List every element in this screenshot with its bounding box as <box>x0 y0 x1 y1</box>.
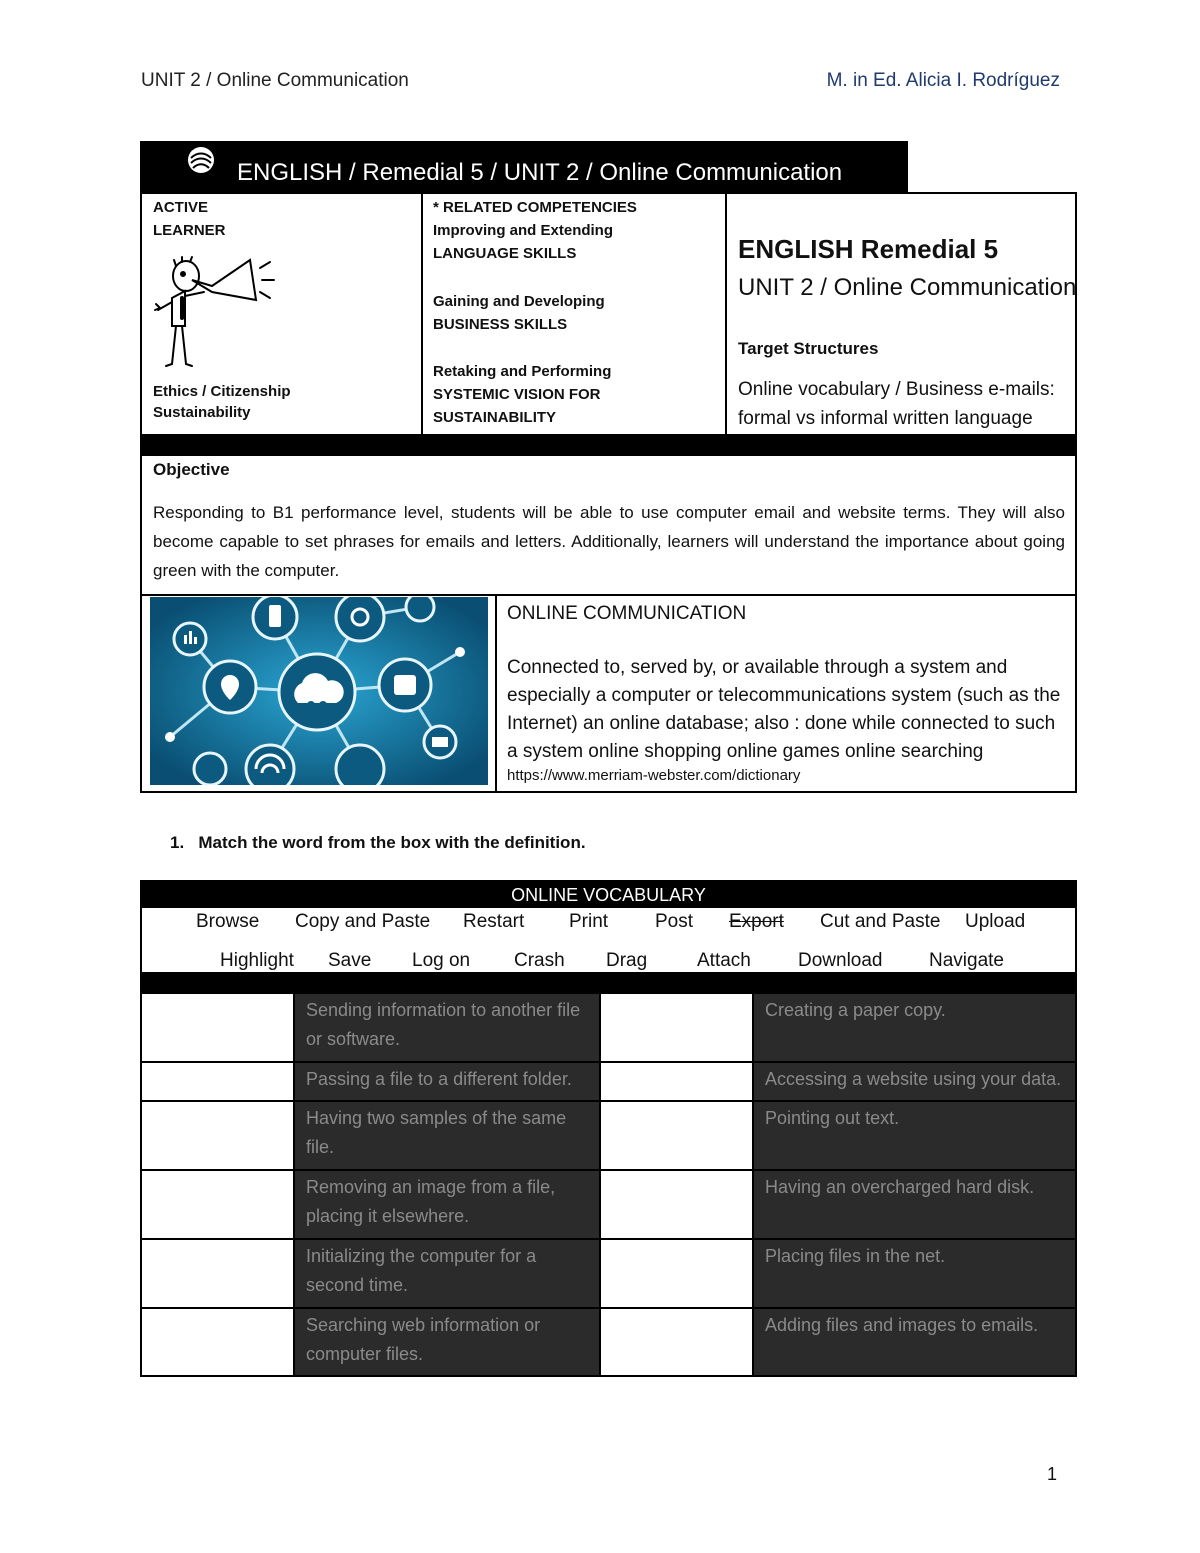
matching-table <box>140 992 1077 1377</box>
running-header-right: M. in Ed. Alicia I. Rodríguez <box>826 70 1060 91</box>
vocab-word: Highlight <box>220 950 294 971</box>
exercise-instruction: 1. Match the word from the box with the definition. <box>170 833 586 852</box>
online-communication-box <box>140 594 1077 793</box>
definition-cell: Passing a file to a different folder. <box>294 1062 600 1101</box>
table-row <box>141 1170 1076 1239</box>
definition-cell: Having an overcharged hard disk. <box>753 1170 1076 1239</box>
definition-cell: Having two samples of the same file. <box>294 1101 600 1170</box>
vocab-word: Copy and Paste <box>295 911 431 932</box>
objective-box <box>140 456 1077 596</box>
definition-cell: Creating a paper copy. <box>753 993 1076 1062</box>
table-row <box>141 1308 1076 1376</box>
answer-cell[interactable] <box>600 993 753 1062</box>
target-structures-heading: Target Structures <box>738 339 879 358</box>
vocab-word: Drag <box>606 950 648 971</box>
competency-1-verb: Improving and Extending <box>433 222 614 239</box>
vocab-word: Browse <box>196 911 260 932</box>
online-communication-heading: ONLINE COMMUNICATION <box>507 603 747 624</box>
answer-cell[interactable] <box>600 1239 753 1308</box>
target-structures-line1: Online vocabulary / Business e-mails: <box>738 379 1055 400</box>
answer-cell[interactable] <box>141 1101 294 1170</box>
table-row <box>141 1239 1076 1308</box>
online-communication-text <box>507 600 1067 786</box>
answer-cell[interactable] <box>141 1239 294 1308</box>
vocab-word: Attach <box>697 950 751 971</box>
network-icons-illustration <box>150 597 488 785</box>
competency-3-name-line2: SUSTAINABILITY <box>433 409 557 426</box>
banner-title: ENGLISH / Remedial 5 / UNIT 2 / Online Communication <box>237 159 843 186</box>
answer-cell[interactable] <box>600 1170 753 1239</box>
dictionary-source-link[interactable]: https://www.merriam-webster.com/dictionary <box>507 767 801 784</box>
vocab-word: Navigate <box>929 950 1004 971</box>
competencies-column <box>423 194 727 434</box>
vocab-word: Cut and Paste <box>820 911 941 932</box>
answer-cell[interactable] <box>141 1062 294 1101</box>
vocabulary-heading: ONLINE VOCABULARY <box>142 882 1075 908</box>
course-summary-column <box>727 194 1075 434</box>
table-row <box>141 1101 1076 1170</box>
vocab-word: Upload <box>965 911 1026 932</box>
competency-3-name-line1: SYSTEMIC VISION FOR <box>433 386 601 403</box>
vocab-word-crossed-out: Export <box>729 911 784 932</box>
vocab-word: Download <box>798 950 883 971</box>
vocab-word: Print <box>569 911 609 932</box>
course-title: ENGLISH Remedial 5 <box>738 234 999 264</box>
course-unit: UNIT 2 / Online Communication <box>738 274 1077 301</box>
definition-cell: Removing an image from a file, placing it elsewhere. <box>294 1170 600 1239</box>
globe-logo-icon <box>187 146 215 174</box>
vocab-word: Log on <box>412 950 471 971</box>
vocab-word: Post <box>655 911 694 932</box>
definition-cell: Searching web information or computer files. <box>294 1308 600 1376</box>
title-banner <box>140 141 908 193</box>
competency-2-name: BUSINESS SKILLS <box>433 316 568 333</box>
ethics-label: Ethics / Citizenship <box>153 383 291 400</box>
learner-label: LEARNER <box>153 222 226 239</box>
megaphone-man-icon <box>152 246 292 376</box>
active-learner-column <box>142 194 423 434</box>
competencies-heading: * RELATED COMPETENCIES <box>433 199 637 216</box>
table-row <box>141 993 1076 1062</box>
page-number: 1 <box>1047 1464 1058 1484</box>
answer-cell[interactable] <box>141 993 294 1062</box>
running-header-left: UNIT 2 / Online Communication <box>141 70 409 91</box>
divider-bar <box>140 972 1077 992</box>
objective-text: Responding to B1 performance level, students will be able to use computer email and website terms. They will also become capable to set phrases for emails and letters. Additionally, learners will understand the importance about going green with the computer. <box>153 503 1065 580</box>
definition-cell: Adding files and images to emails. <box>753 1308 1076 1376</box>
sustainability-label: Sustainability <box>153 404 251 421</box>
answer-cell[interactable] <box>600 1308 753 1376</box>
course-info-box <box>140 192 1077 436</box>
answer-cell[interactable] <box>600 1101 753 1170</box>
active-label: ACTIVE <box>153 199 209 216</box>
online-communication-definition: Connected to, served by, or available through a system and especially a computer or telecommunications system (such as the Internet) an online database; also : done while connected to such a system online shopping online games online searching <box>507 657 1061 762</box>
vocab-word: Save <box>328 950 372 971</box>
definition-cell: Sending information to another file or software. <box>294 993 600 1062</box>
vocab-word: Restart <box>463 911 525 932</box>
definition-cell: Placing files in the net. <box>753 1239 1076 1308</box>
definition-cell: Initializing the computer for a second time. <box>294 1239 600 1308</box>
competency-3-verb: Retaking and Performing <box>433 363 612 380</box>
definition-cell: Pointing out text. <box>753 1101 1076 1170</box>
objective-heading: Objective <box>153 460 230 479</box>
vocabulary-box <box>140 880 1077 976</box>
competency-2-verb: Gaining and Developing <box>433 293 605 310</box>
answer-cell[interactable] <box>600 1062 753 1101</box>
competency-1-name: LANGUAGE SKILLS <box>433 245 577 262</box>
divider-bar <box>140 434 1077 456</box>
target-structures-line2: formal vs informal written language <box>738 408 1033 429</box>
table-row <box>141 1062 1076 1101</box>
definition-cell: Accessing a website using your data. <box>753 1062 1076 1101</box>
answer-cell[interactable] <box>141 1308 294 1376</box>
answer-cell[interactable] <box>141 1170 294 1239</box>
vocab-word: Crash <box>514 950 565 971</box>
